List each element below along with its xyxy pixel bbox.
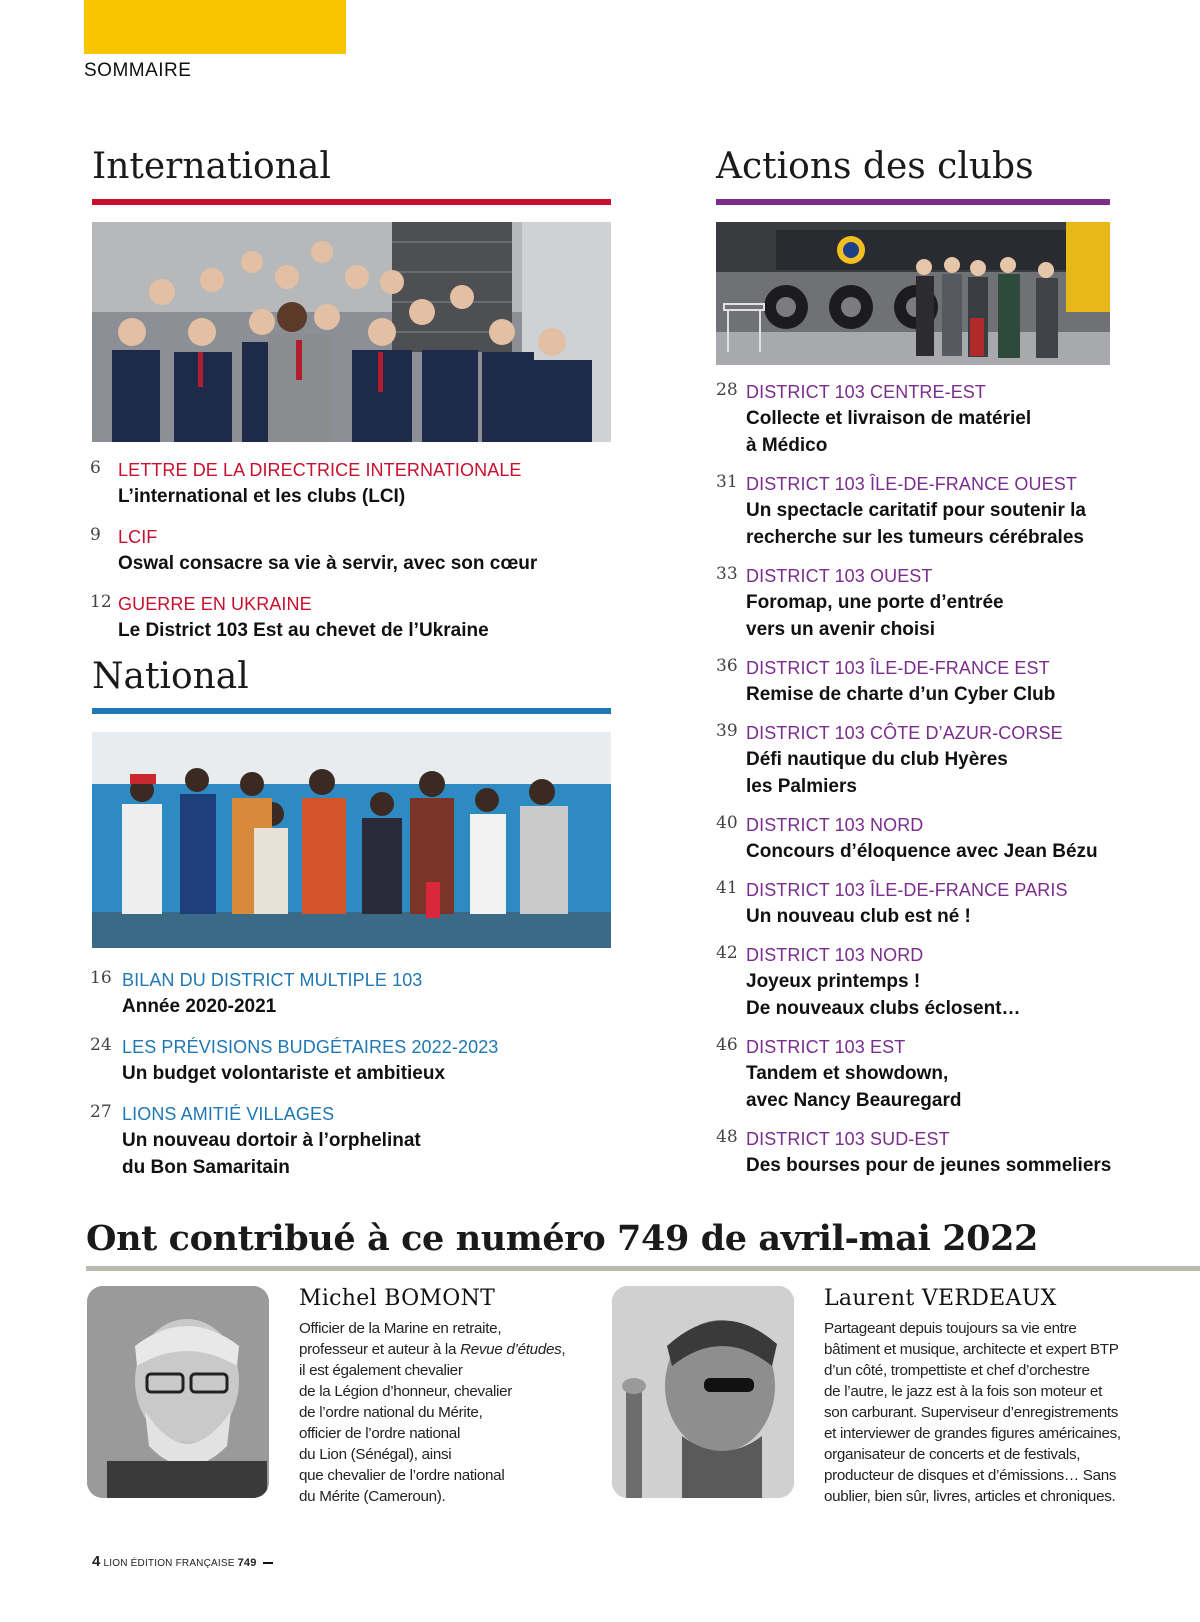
toc-title: Un nouveau club est né ! — [746, 906, 971, 927]
page-number: 48 — [716, 1127, 738, 1147]
toc-category: DISTRICT 103 EST — [746, 1037, 906, 1057]
page-number: 41 — [716, 878, 738, 898]
toc-entry[interactable] — [716, 877, 1200, 930]
toc-title: Joyeux printemps ! De nouveaux clubs éclosent… — [746, 971, 1021, 1019]
bio-text: Officier de la Marine en retraite, professeur et auteur à la — [299, 1320, 502, 1358]
page-number: 46 — [716, 1035, 738, 1055]
toc-category: DISTRICT 103 SUD-EST — [746, 1129, 950, 1149]
toc-entry[interactable] — [716, 720, 1200, 800]
header-color-tab — [84, 0, 346, 54]
toc-entry[interactable] — [716, 812, 1200, 865]
section-label: SOMMAIRE — [84, 60, 192, 81]
publication-name: LION ÉDITION FRANÇAISE — [103, 1558, 235, 1569]
page-number: 28 — [716, 380, 738, 400]
international-heading: International — [92, 146, 331, 187]
toc-category: DISTRICT 103 NORD — [746, 815, 924, 835]
page-number: 42 — [716, 943, 738, 963]
toc-entry[interactable] — [716, 1126, 1200, 1179]
toc-entry[interactable] — [90, 524, 620, 577]
toc-entry[interactable] — [716, 471, 1200, 551]
toc-title: Un nouveau dortoir à l’orphelinat du Bon Samaritain — [122, 1130, 421, 1178]
page-number: 33 — [716, 564, 738, 584]
toc-entry[interactable] — [716, 1034, 1200, 1114]
contributors-heading: Ont contribué à ce numéro 749 de avril-mai 2022 — [86, 1218, 1039, 1259]
toc-entry[interactable] — [716, 655, 1200, 708]
national-toc — [90, 967, 620, 1195]
toc-category: GUERRE EN UKRAINE — [118, 594, 312, 614]
page-number: 40 — [716, 813, 738, 833]
toc-category: DISTRICT 103 ÎLE-DE-FRANCE OUEST — [746, 474, 1077, 494]
contributors-rule — [86, 1266, 1200, 1271]
footer-dash — [263, 1562, 273, 1564]
toc-entry[interactable] — [90, 457, 620, 510]
bio-text: , il est également chevalier de la Légion d’honneur, chevalier de l’ordre national du Mérite, officier de l’ordre national du Lion (Sénégal), ainsi que chevalier de l’ordre national du Mérite (Cameroun). — [299, 1341, 566, 1505]
toc-category: DISTRICT 103 OUEST — [746, 566, 933, 586]
toc-entry[interactable] — [716, 563, 1200, 643]
page-number: 31 — [716, 472, 738, 492]
laurent-verdeaux-portrait — [612, 1286, 794, 1498]
toc-title: L’international et les clubs (LCI) — [118, 486, 406, 507]
toc-category: BILAN DU DISTRICT MULTIPLE 103 — [122, 970, 423, 990]
toc-entry[interactable] — [90, 1034, 620, 1087]
toc-title: Défi nautique du club Hyères les Palmiers — [746, 749, 1008, 797]
toc-category: DISTRICT 103 CENTRE-EST — [746, 382, 987, 402]
toc-entry[interactable] — [90, 591, 620, 644]
contributor-name: Laurent VERDEAUX — [824, 1286, 1057, 1311]
national-heading: National — [92, 656, 249, 697]
toc-title: Concours d’éloquence avec Jean Bézu — [746, 841, 1098, 862]
page-number: 6 — [90, 458, 101, 478]
toc-entry[interactable] — [716, 379, 1200, 459]
toc-entry[interactable] — [716, 942, 1200, 1022]
toc-category: LETTRE DE LA DIRECTRICE INTERNATIONALE — [118, 460, 522, 480]
toc-title: Remise de charte d’un Cyber Club — [746, 684, 1056, 705]
national-group-photo — [92, 732, 611, 948]
toc-category: LIONS AMITIÉ VILLAGES — [122, 1104, 335, 1124]
actions-truck-photo — [716, 222, 1110, 365]
toc-title: Foromap, une porte d’entrée vers un avenir choisi — [746, 592, 1004, 640]
toc-title: Collecte et livraison de matériel à Médico — [746, 408, 1032, 456]
actions-heading: Actions des clubs — [716, 146, 1034, 187]
toc-title: Des bourses pour de jeunes sommeliers — [746, 1155, 1112, 1176]
page-number: 39 — [716, 721, 738, 741]
toc-category: DISTRICT 103 CÔTE D’AZUR-CORSE — [746, 723, 1063, 743]
issue-number: 749 — [237, 1557, 257, 1569]
toc-title: Le District 103 Est au chevet de l’Ukraine — [118, 620, 489, 641]
toc-title: Tandem et showdown, avec Nancy Beauregard — [746, 1063, 962, 1111]
toc-category: DISTRICT 103 ÎLE-DE-FRANCE EST — [746, 658, 1050, 678]
international-group-photo — [92, 222, 611, 442]
actions-toc — [716, 379, 1200, 1179]
page-number: 24 — [90, 1035, 112, 1055]
michel-bomont-portrait — [87, 1286, 269, 1498]
contributor-bio: Partageant depuis toujours sa vie entre bâtiment et musique, architecte et expert BTP d’un côté, trompettiste et chef d’orchestre de l’autre, le jazz est à la fois son moteur et son carburant. Superviseur d’enregistrements et interviewer de grandes figures américaines, organisateur de concerts et de festivals, producteur de disques et d’émissions… Sans oublier, bien sûr, livres, articles et chroniques. — [824, 1320, 1121, 1505]
toc-title: Un spectacle caritatif pour soutenir la recherche sur les tumeurs cérébrales — [746, 500, 1086, 548]
page-footer — [92, 1553, 273, 1570]
international-rule — [92, 199, 611, 205]
toc-entry[interactable] — [90, 1101, 620, 1181]
toc-category: LES PRÉVISIONS BUDGÉTAIRES 2022-2023 — [122, 1037, 499, 1057]
toc-title: Année 2020-2021 — [122, 996, 277, 1017]
actions-rule — [716, 199, 1110, 205]
toc-category: LCIF — [118, 527, 158, 547]
page-number: 36 — [716, 656, 738, 676]
contributor-name: Michel BOMONT — [299, 1286, 496, 1311]
toc-category: DISTRICT 103 NORD — [746, 945, 924, 965]
toc-title: Un budget volontariste et ambitieux — [122, 1063, 446, 1084]
national-rule — [92, 708, 611, 714]
page-number: 12 — [90, 592, 112, 612]
toc-entry[interactable] — [90, 967, 620, 1020]
bio-italic-text: Revue d’études — [460, 1341, 562, 1358]
toc-title: Oswal consacre sa vie à servir, avec son cœur — [118, 553, 538, 574]
page-number: 16 — [90, 968, 112, 988]
page-number-footer: 4 — [92, 1553, 101, 1570]
page-number: 9 — [90, 525, 101, 545]
contributor-bio — [299, 1318, 599, 1507]
page-number: 27 — [90, 1102, 112, 1122]
international-toc — [90, 457, 620, 658]
toc-category: DISTRICT 103 ÎLE-DE-FRANCE PARIS — [746, 880, 1068, 900]
